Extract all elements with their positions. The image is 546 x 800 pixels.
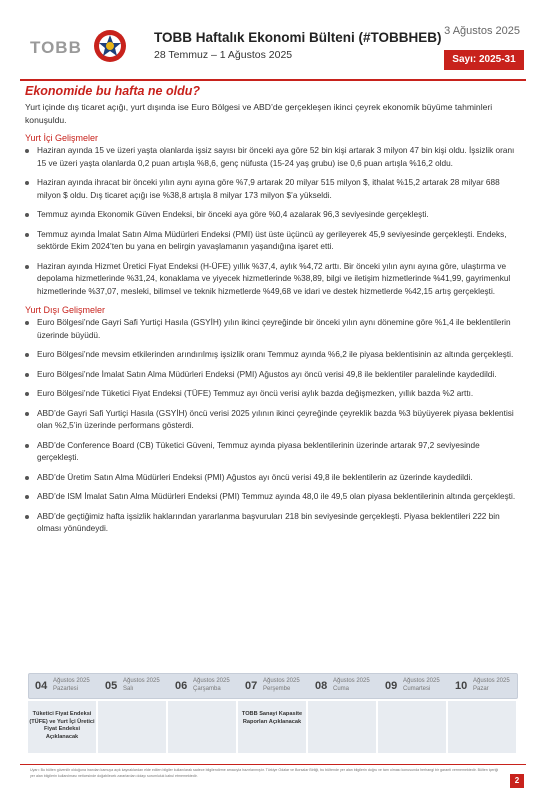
bullet-icon <box>25 181 29 185</box>
list-item <box>25 261 521 299</box>
day-number: 04 <box>35 680 48 692</box>
list-item-text: Haziran ayında 15 ve üzeri yaşta olanlarda işsiz sayısı bir önceki aya göre 52 bin kişi artarak 3 milyon 47 bin kişi oldu. İşsizlik oranı 15 ve üzeri yaşta olanlarda 0,2 puan artışla %8,6, genç nüfusta (15-24 yaş grubu) ise 0,6 puan artışla %16,2 oldu. <box>37 146 515 168</box>
list-item-text: Euro Bölgesi’nde İmalat Satın Alma Müdürleri Endeksi (PMI) Ağustos ayı öncü verisi 49,8 ile beklentiler paralelinde kaydedildi. <box>37 369 497 379</box>
main-heading: Ekonomide bu hafta ne oldu? <box>25 84 200 98</box>
list-item-text: ABD’de Gayri Safi Yurtiçi Hasıla (GSYİH) öncü verisi 2025 yılının ikinci çeyreğinde çeyreklik bazda %3 büyüyerek piyasa beklentisi olan %2,5’in üzerinde performans gösterdi. <box>37 408 514 430</box>
list-item <box>25 177 521 202</box>
list-item <box>25 388 521 401</box>
calendar-cell <box>28 701 96 753</box>
list-item-text: Temmuz ayında Ekonomik Güven Endeksi, bir önceki aya göre %0,4 azalarak 96,3 seviyesinde gerçekleşti. <box>37 210 429 219</box>
list-item <box>25 440 521 465</box>
day-number: 10 <box>455 680 468 692</box>
foreign-list <box>25 317 521 536</box>
main-content <box>25 84 521 543</box>
bullet-icon <box>25 495 29 499</box>
list-item-text: Euro Bölgesi’nde Gayri Safi Yurtiçi Hasıla (GSYİH) yılın ikinci çeyreğinde bir önceki yılın aynı dönemine göre %1,4 ile beklentilerin üzerinde büyüdü. <box>37 318 511 340</box>
day-number: 06 <box>175 680 188 692</box>
day-weekday: Perşembe <box>263 686 291 692</box>
day-number: 07 <box>245 680 258 692</box>
day-month: Ağustos 2025 <box>403 678 440 684</box>
day-month: Ağustos 2025 <box>473 678 510 684</box>
calendar-cell <box>238 701 306 753</box>
bullet-icon <box>25 476 29 480</box>
day-number: 05 <box>105 680 118 692</box>
list-item <box>25 349 521 362</box>
bullet-icon <box>25 412 29 416</box>
list-item-text: ABD’de ISM İmalat Satın Alma Müdürleri Endeksi (PMI) Temmuz ayında 48,0 ile 49,5 olan piyasa beklentilerinin altında gerçekleşti. <box>37 492 516 501</box>
list-item-text: ABD’de Conference Board (CB) Tüketici Güveni, Temmuz ayında piyasa beklentilerinin üzerinde artarak 97,2 seviyesinde gerçekleşti. <box>37 440 480 462</box>
issue-badge: Sayı: 2025-31 <box>444 50 524 70</box>
day-weekday: Çarşamba <box>193 686 221 692</box>
tobb-logo-emblem-icon <box>92 28 128 64</box>
list-item <box>25 511 521 536</box>
header-divider <box>20 79 526 81</box>
list-item-text: Euro Bölgesi’nde mevsim etkilerinden arındırılmış işsizlik oranı Temmuz ayında %6,2 ile piyasa beklentisinin az altında gerçekleşti. <box>37 350 514 359</box>
list-item-text: ABD’de Üretim Satın Alma Müdürleri Endeksi (PMI) Ağustos ayı öncü verisi 49,8 ile beklentilerin az üzerinde kaydedildi. <box>37 472 473 482</box>
day-weekday: Cuma <box>333 686 350 692</box>
bullet-icon <box>25 353 29 357</box>
calendar-cell <box>448 701 516 753</box>
domestic-heading: Yurt İçi Gelişmeler <box>25 133 99 143</box>
day-month: Ağustos 2025 <box>263 678 300 684</box>
day-month: Ağustos 2025 <box>193 678 230 684</box>
bullet-icon <box>25 265 29 269</box>
list-item-text: ABD’de geçtiğimiz hafta işsizlik haklarından yararlanma başvuruları 218 bin seviyesinde gerçekleşti. Piyasa beklentileri 222 bin olması yönündeydi. <box>37 511 500 533</box>
bullet-icon <box>25 373 29 377</box>
calendar-header <box>28 673 518 699</box>
list-item <box>25 472 521 485</box>
intro-paragraph: Yurt içinde dış ticaret açığı, yurt dışında ise Euro Bölgesi ve ABD’de gerçekleşen ikinci çeyrek ekonomik büyüme tahminleri konuşuldu. <box>25 102 493 125</box>
logo-text: TOBB <box>30 38 82 57</box>
calendar-event: TOBB Sanayi Kapasite Raporları Açıklanacak <box>241 711 303 725</box>
domestic-list <box>25 145 521 298</box>
day-month: Ağustos 2025 <box>123 678 160 684</box>
day-number: 09 <box>385 680 398 692</box>
list-item <box>25 209 521 222</box>
bullet-icon <box>25 213 29 217</box>
page-header <box>0 0 546 80</box>
bulletin-period: 28 Temmuz – 1 Ağustos 2025 <box>154 49 293 61</box>
bullet-icon <box>25 392 29 396</box>
list-item <box>25 145 521 170</box>
list-item-text: Haziran ayında ihracat bir önceki yılın aynı ayına göre %7,9 artarak 20 milyar 515 milyon $, ithalat %15,2 artarak 28 milyar 688 milyon $ oldu. Dış ticaret açığı ise %38,8 artışla 8 milyar 173 milyon $’a yükseldi. <box>37 178 500 200</box>
tobb-logo <box>30 28 126 68</box>
weekly-calendar <box>28 673 518 753</box>
list-item-text: Temmuz ayında İmalat Satın Alma Müdürleri Endeksi (PMI) üst üste üçüncü ay gerileyerek 45,9 seviyesinde gerçekleşti. Endeks, sektörde Ekim 2024’ten bu yana en belirgin yavaşlamanın yaşandığına işaret etti. <box>37 229 507 251</box>
day-month: Ağustos 2025 <box>53 678 90 684</box>
list-item <box>25 317 521 342</box>
bullet-icon <box>25 515 29 519</box>
list-item <box>25 369 521 382</box>
bulletin-date: 3 Ağustos 2025 <box>444 25 520 37</box>
calendar-cell <box>378 701 446 753</box>
day-weekday: Salı <box>123 686 134 692</box>
day-weekday: Cumartesi <box>403 686 431 692</box>
footer-divider <box>20 764 526 765</box>
calendar-cell <box>308 701 376 753</box>
bullet-icon <box>25 444 29 448</box>
calendar-cell <box>98 701 166 753</box>
bullet-icon <box>25 321 29 325</box>
bulletin-title: TOBB Haftalık Ekonomi Bülteni (#TOBBHEB) <box>154 30 442 45</box>
list-item <box>25 408 521 433</box>
day-month: Ağustos 2025 <box>333 678 370 684</box>
page-number: 2 <box>510 774 524 788</box>
list-item <box>25 491 521 504</box>
day-weekday: Pazar <box>473 686 489 692</box>
day-weekday: Pazartesi <box>53 686 79 692</box>
bullet-icon <box>25 149 29 153</box>
day-number: 08 <box>315 680 328 692</box>
disclaimer-text: Uyarı: Bu bülten güvenilir olduğuna inanılan kamuya açık kaynaklardan elde edilen bilgiler kullanılarak sadece bilgilendirme amacıyla hazırlanmıştır. Türkiye Odalar ve Borsalar Birliği, bu bültende yer alan bilgilerin doğru ve tam olması konusunda herhangi bir garanti vermemektedir. Bülten içeriği yer alan bilgilerin kullanılması neticesinde doğabilecek zararlardan dolayı sorumluluk kabul etmemektedir. <box>30 768 499 778</box>
list-item <box>25 229 521 254</box>
bullet-icon <box>25 233 29 237</box>
foreign-heading: Yurt Dışı Gelişmeler <box>25 305 106 315</box>
calendar-event: Tüketici Fiyat Endeksi (TÜFE) ve Yurt İçi Üretici Fiyat Endeksi Açıklanacak <box>29 711 95 740</box>
list-item-text: Haziran ayında Hizmet Üretici Fiyat Endeksi (H-ÜFE) yıllık %37,4, aylık %4,72 arttı. Bir önceki yılın aynı ayına göre, ulaştırma ve depolama hizmetlerinde %31,24, konaklama ve yiyecek hizmetlerinde %38,89, bilgi ve iletişim hizmetlerinde %41,99, gayrimenkul hizmetlerinde %37,07, mesleki, bilimsel ve teknik hizmetlerde %49,68 ve idari ve destek hizmetlerde %42,15 artış gerçekleşti. <box>37 261 511 296</box>
list-item-text: Euro Bölgesi’nde Tüketici Fiyat Endeksi (TÜFE) Temmuz ayı öncü verisi aylık bazda değişmezken, yıllık bazda %2 arttı. <box>37 389 474 398</box>
calendar-cell <box>168 701 236 753</box>
